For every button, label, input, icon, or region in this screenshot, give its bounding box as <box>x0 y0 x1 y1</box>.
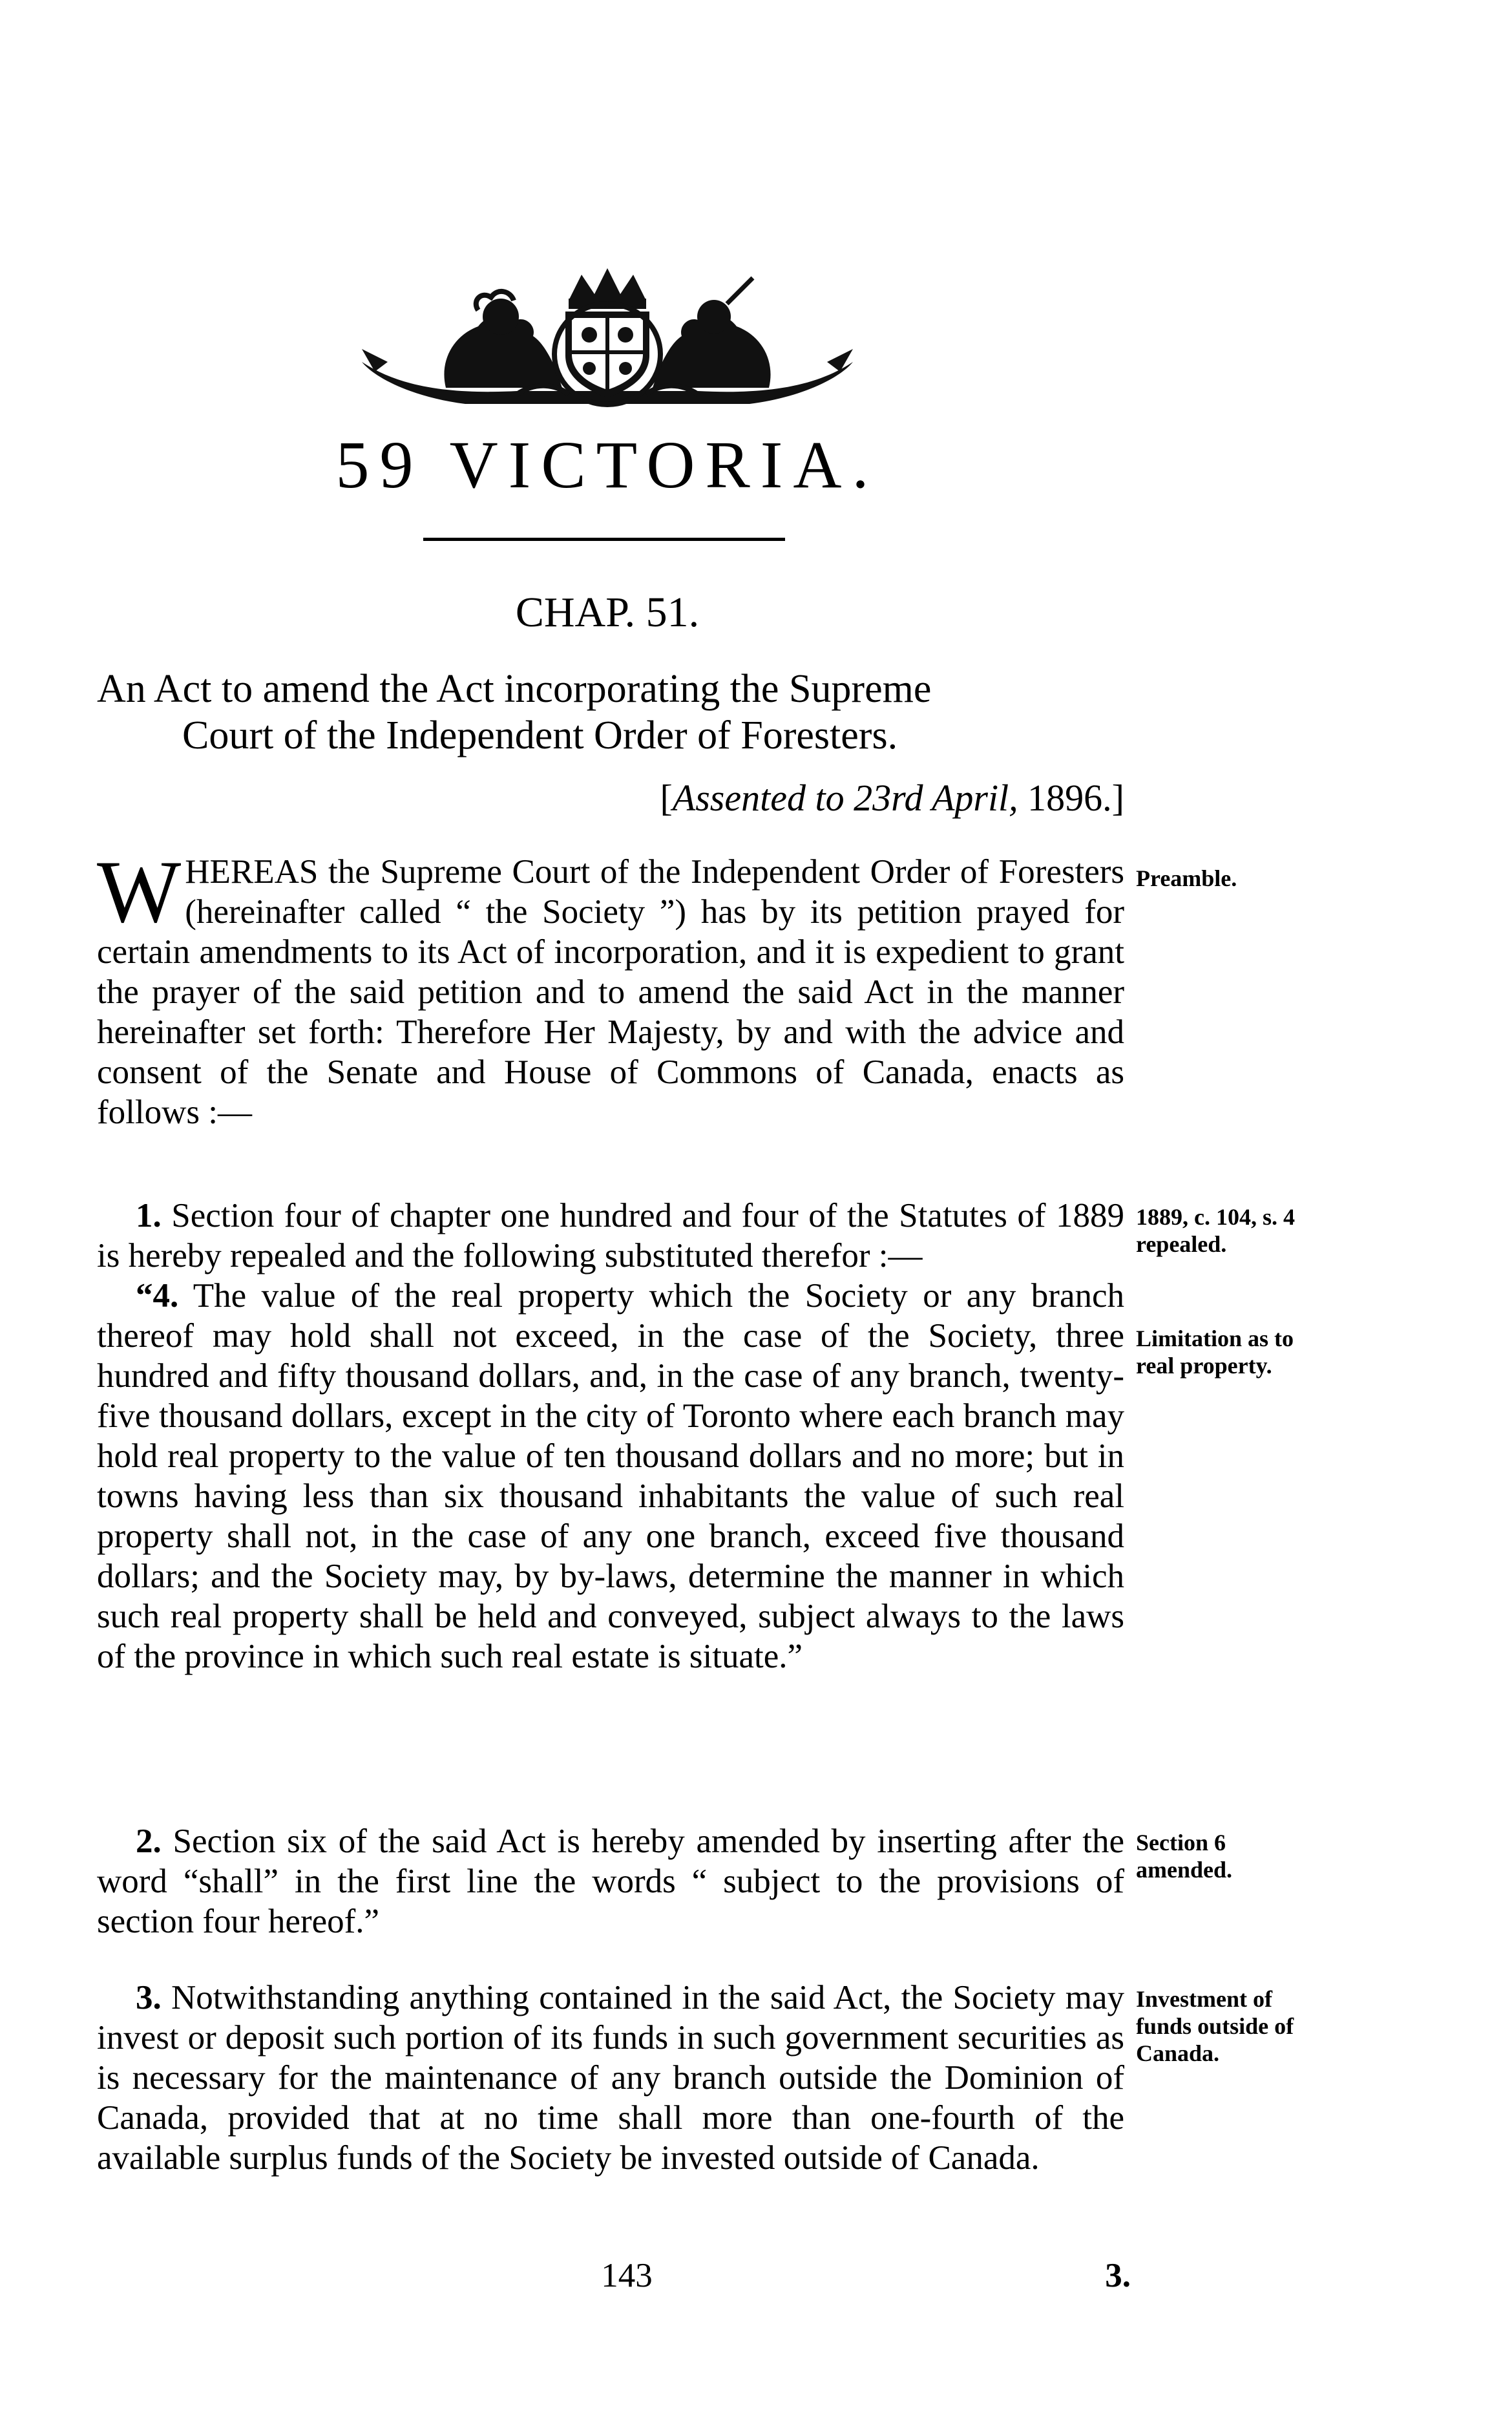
section-2-text: Section six of the said Act is hereby amended by inserting after the word “shall” in the first line the words “ subject to the provisions of section four hereof.” <box>97 1823 1125 1940</box>
regnal-year: 59 VICTORIA. <box>335 428 879 502</box>
catchword: 3. <box>1105 2257 1131 2294</box>
assent-date <box>569 776 1124 821</box>
act-title-line-1: An Act to amend the Act incorporating the Supreme <box>97 667 932 711</box>
preamble-text: HEREAS the Supreme Court of the Independent Order of Foresters (hereinafter called “ the Society ”) has by its petition prayed for certain amendments to its Act of incorporation, and it is expedient to grant the prayer of the said petition and to amend the said Act in the manner hereinafter set forth: Therefore Her Majesty, by and with the advice and consent of the Senate and House of Commons of Canada, enacts as follows :— <box>97 853 1124 1131</box>
act-title <box>97 666 1131 759</box>
section-3-number: 3. <box>136 1979 162 2016</box>
section-2-number: 2. <box>136 1823 162 1860</box>
section-1-sub-number: “4. <box>136 1277 179 1315</box>
act-title-line-2: Court of the Independent Order of Foresters. <box>182 714 898 757</box>
section-1-sub-text: The value of the real property which the Society or any branch thereof may hold shall not exceed, in the case of the Society, three hundred and fifty thousand dollars, and, in the case of any branch, twenty-five thousand dollars, except in the city of Toronto where each branch may hold real property to the value of ten thousand dollars and no more; but in towns having less than six thousand inhabitants the value of such real property shall not, in the case of any one branch, exceed five thousand dollars; and the Society may, by by-laws, determine the manner in which such real property shall be held and conveyed, subject always to the laws of the province in which such real estate is situate.” <box>97 1277 1124 1675</box>
section-1-margin-note: 1889, c. 104, s. 4 repealed. <box>1136 1204 1295 1257</box>
chapter-number: CHAP. 51. <box>515 589 700 636</box>
title-divider <box>423 538 785 541</box>
section-1-number: 1. <box>136 1197 162 1234</box>
preamble-dropcap: W <box>97 842 182 941</box>
section-1-text: Section four of chapter one hundred and four of the Statutes of 1889 is hereby repealed and the following substituted therefor :— <box>97 1197 1125 1274</box>
section-3-margin-note: Investment of funds outside of Canada. <box>1136 1986 1294 2066</box>
section-3-text: Notwithstanding anything contained in the said Act, the Society may invest or deposit such portion of its funds in such government securities as is necessary for the maintenance of any branch outside the Dominion of Canada, provided that at no time shall more than one-fourth of the available surplus funds of the Society be invested outside of Canada. <box>97 1979 1125 2177</box>
preamble-paragraph <box>97 842 1124 1132</box>
royal-coat-of-arms-icon <box>349 265 866 414</box>
assent-italic: Assented to 23rd April, <box>672 777 1018 819</box>
page-number: 143 <box>601 2257 653 2294</box>
section-2-margin-note: Section 6 amended. <box>1136 1830 1233 1883</box>
preamble-margin-note: Preamble. <box>1136 865 1237 891</box>
section-3 <box>97 1978 1124 2178</box>
section-1-sub-margin-note: Limitation as to real property. <box>1136 1326 1294 1379</box>
section-1 <box>97 1196 1124 1676</box>
section-2 <box>97 1821 1124 1941</box>
assent-year: 1896.] <box>1027 777 1124 819</box>
assent-open-bracket: [ <box>660 777 673 819</box>
